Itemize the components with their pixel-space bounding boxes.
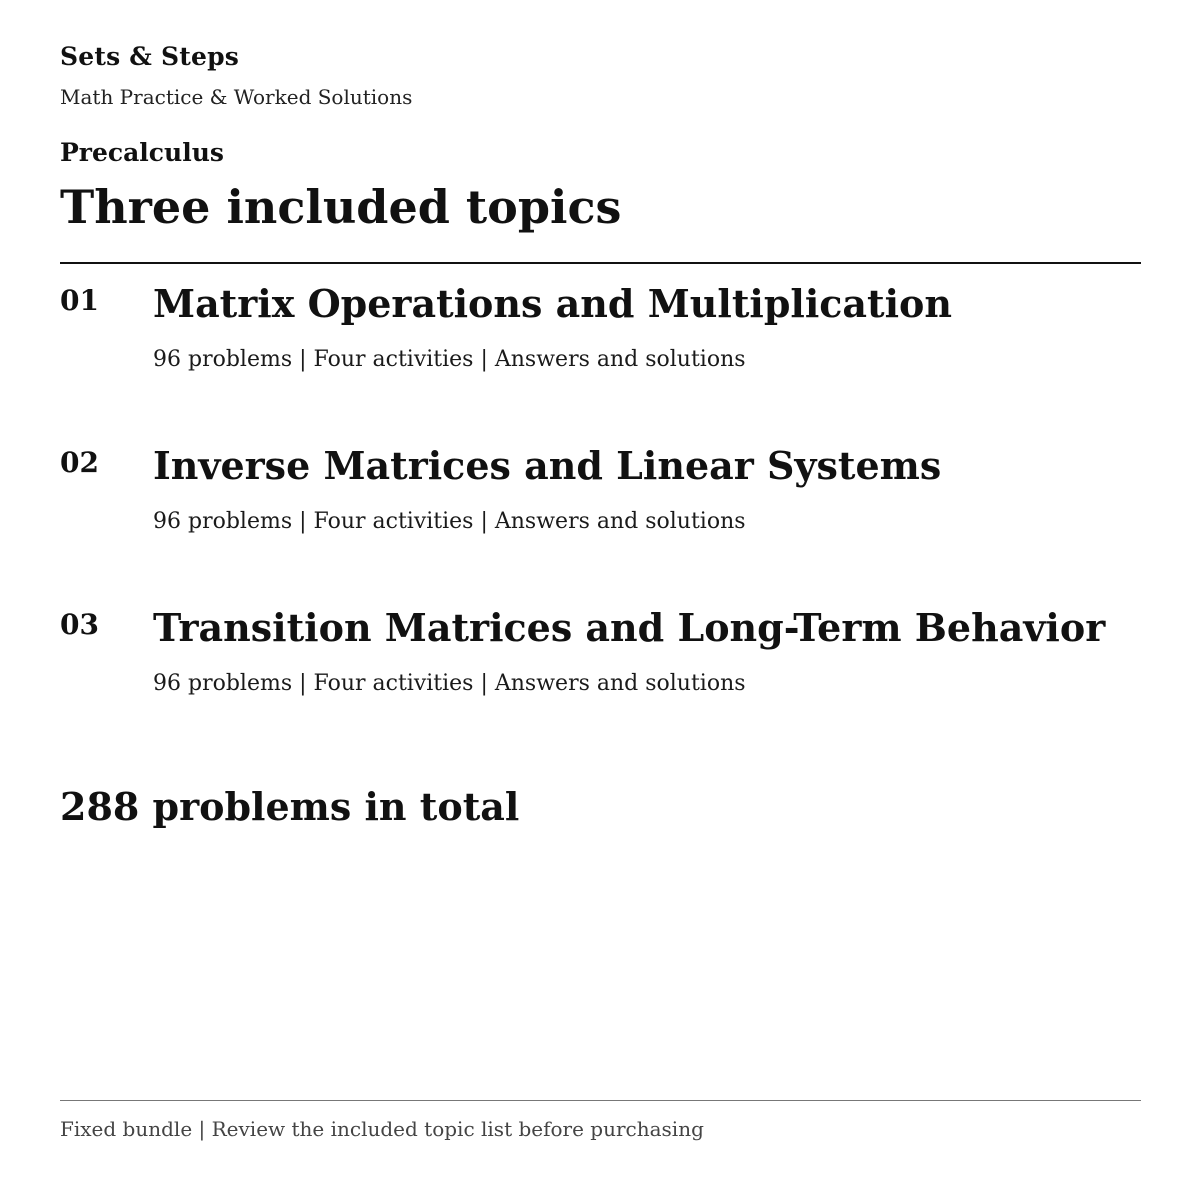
topic-number: 03 [60, 608, 99, 641]
topic-meta: 96 problems | Four activities | Answers and solutions [153, 509, 746, 534]
footer-divider [60, 1100, 1141, 1101]
topic-number: 01 [60, 284, 99, 317]
topic-item [60, 443, 1141, 556]
header-divider [60, 262, 1141, 264]
total-problems: 288 problems in total [60, 784, 520, 829]
topic-item [60, 605, 1141, 718]
brand-tagline: Math Practice & Worked Solutions [60, 85, 413, 109]
topic-meta: 96 problems | Four activities | Answers and solutions [153, 347, 746, 372]
topic-item [60, 281, 1141, 394]
subject-label: Precalculus [60, 138, 224, 167]
brand-name: Sets & Steps [60, 42, 240, 71]
topic-title: Matrix Operations and Multiplication [153, 281, 952, 326]
topic-number: 02 [60, 446, 99, 479]
topic-title: Inverse Matrices and Linear Systems [153, 443, 942, 488]
footer-note: Fixed bundle | Review the included topic list before purchasing [60, 1117, 704, 1141]
topic-meta: 96 problems | Four activities | Answers and solutions [153, 671, 746, 696]
page-title: Three included topics [60, 180, 622, 234]
topic-title: Transition Matrices and Long-Term Behavior [153, 605, 1106, 650]
bundle-page [60, 0, 1141, 1200]
